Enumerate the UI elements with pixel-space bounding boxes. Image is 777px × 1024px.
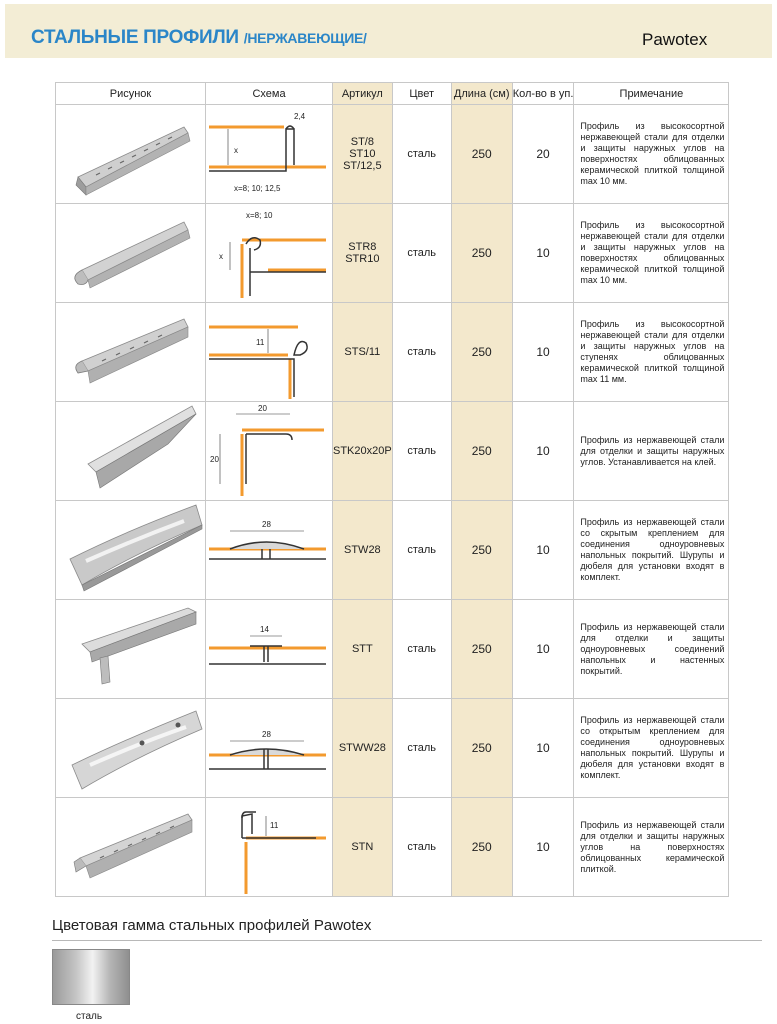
profiles-table (55, 82, 729, 897)
header-scheme: Схема (206, 83, 333, 105)
scheme-label: x=8; 10 (246, 211, 273, 220)
title-main: СТАЛЬНЫЕ ПРОФИЛИ (31, 27, 239, 48)
quantity-cell: 20 (512, 105, 574, 204)
note-cell: Профиль из нержавеющей стали для отделки и защиты одноуровневых соединений напольных и настенных покрытий. (574, 600, 729, 699)
profile-scheme (206, 303, 333, 402)
scheme-label: 20 (258, 404, 267, 413)
profile-stn-image (56, 798, 204, 896)
article-cell: ST/8 ST10 ST/12,5 (333, 105, 393, 204)
article-cell: STN (333, 798, 393, 897)
table-header-row (56, 83, 729, 105)
profile-str-image (56, 204, 204, 302)
header-note: Примечание (574, 83, 729, 105)
color-cell: сталь (392, 204, 451, 303)
scheme-label: 11 (270, 821, 279, 830)
profile-stt-image (56, 600, 204, 698)
scheme-label: x=8; 10; 12,5 (234, 184, 281, 193)
profile-scheme (206, 600, 333, 699)
profile-stt-scheme (206, 600, 331, 698)
length-cell: 250 (451, 402, 512, 501)
profile-scheme (206, 204, 333, 303)
color-cell: сталь (392, 501, 451, 600)
color-swatch-steel (52, 949, 130, 1005)
quantity-cell: 10 (512, 303, 574, 402)
profile-stn-scheme (206, 798, 331, 896)
profile-st-image (56, 105, 204, 203)
quantity-cell: 10 (512, 501, 574, 600)
article-cell: STW28 (333, 501, 393, 600)
section-divider (52, 940, 762, 941)
palette-title: Цветовая гамма стальных профилей Pawotex (52, 917, 372, 934)
table-row (56, 402, 729, 501)
table-row (56, 798, 729, 897)
note-cell: Профиль из высокосортной нержавеющей стали для отделки и защиты наружных углов на поверхностях облицованных керамической плиткой толщиной max 10 мм. (574, 105, 729, 204)
profile-scheme (206, 699, 333, 798)
color-cell: сталь (392, 402, 451, 501)
product-image (56, 600, 206, 699)
scheme-label: 11 (256, 338, 265, 347)
header-picture: Рисунок (56, 83, 206, 105)
article-cell: STR8 STR10 (333, 204, 393, 303)
table-row (56, 204, 729, 303)
profile-stww28-scheme (206, 699, 331, 797)
length-cell: 250 (451, 798, 512, 897)
header-quantity: Кол-во в уп. (512, 83, 574, 105)
color-cell: сталь (392, 699, 451, 798)
note-cell: Профиль из нержавеющей стали со открытым креплением для соединения одноуровневых напольных покрытий. Шурупы и дюбеля для установки входят в комплект. (574, 699, 729, 798)
page-title (31, 27, 367, 49)
length-cell: 250 (451, 105, 512, 204)
profile-scheme (206, 105, 333, 204)
product-image (56, 798, 206, 897)
scheme-label: 28 (262, 730, 271, 739)
note-cell: Профиль из высокосортной нержавеющей стали для отделки и защиты наружных углов на ступенях облицованных керамической плиткой толщиной max 11 мм. (574, 303, 729, 402)
profile-sts-scheme (206, 303, 331, 401)
product-image (56, 402, 206, 501)
product-image (56, 303, 206, 402)
quantity-cell: 10 (512, 402, 574, 501)
table-row (56, 501, 729, 600)
length-cell: 250 (451, 501, 512, 600)
article-cell: STWW28 (333, 699, 393, 798)
scheme-label: x (234, 146, 238, 155)
profile-stk-image (56, 402, 204, 500)
color-cell: сталь (392, 303, 451, 402)
brand-name: Pawotex (642, 30, 708, 49)
scheme-label: 14 (260, 625, 269, 634)
length-cell: 250 (451, 204, 512, 303)
profile-scheme (206, 798, 333, 897)
profile-st-scheme (206, 105, 331, 203)
scheme-label: 2,4 (294, 112, 306, 121)
color-cell: сталь (392, 600, 451, 699)
article-cell: STT (333, 600, 393, 699)
header-color: Цвет (392, 83, 451, 105)
scheme-label: 20 (210, 455, 219, 464)
note-cell: Профиль из высокосортной нержавеющей стали для отделки и защиты наружных углов на поверхностях облицованных керамической плиткой толщиной max 10 мм. (574, 204, 729, 303)
header-length: Длина (см) (451, 83, 512, 105)
profile-stw28-image (56, 501, 204, 599)
profile-scheme (206, 501, 333, 600)
color-cell: сталь (392, 798, 451, 897)
scheme-label: x (219, 252, 223, 261)
quantity-cell: 10 (512, 699, 574, 798)
note-cell: Профиль из нержавеющей стали для отделки и защиты наружных углов. Устанавливается на клей. (574, 402, 729, 501)
product-image (56, 501, 206, 600)
profile-scheme (206, 402, 333, 501)
length-cell: 250 (451, 600, 512, 699)
product-image (56, 105, 206, 204)
profile-str-scheme (206, 204, 331, 302)
table-row (56, 600, 729, 699)
profile-stww28-image (56, 699, 204, 797)
product-image (56, 204, 206, 303)
quantity-cell: 10 (512, 798, 574, 897)
header-article: Артикул (333, 83, 393, 105)
article-cell: STK20x20P (333, 402, 393, 501)
length-cell: 250 (451, 303, 512, 402)
profile-stk-scheme (206, 402, 331, 500)
note-cell: Профиль из нержавеющей стали со скрытым креплением для соединения одноуровневых напольных покрытий. Шурупы и дюбеля для установки входят в комплект. (574, 501, 729, 600)
article-cell: STS/11 (333, 303, 393, 402)
quantity-cell: 10 (512, 204, 574, 303)
table-row (56, 699, 729, 798)
profile-stw28-scheme (206, 501, 331, 599)
swatch-label: сталь (76, 1011, 103, 1022)
table-row (56, 303, 729, 402)
profile-sts-image (56, 303, 204, 401)
scheme-label: 28 (262, 520, 271, 529)
note-cell: Профиль из нержавеющей стали для отделки и защиты наружных углов на поверхностях облицованных керамической плиткой. (574, 798, 729, 897)
quantity-cell: 10 (512, 600, 574, 699)
title-subtitle: /НЕРЖАВЕЮЩИЕ/ (243, 30, 367, 46)
product-image (56, 699, 206, 798)
table-row (56, 105, 729, 204)
length-cell: 250 (451, 699, 512, 798)
color-cell: сталь (392, 105, 451, 204)
